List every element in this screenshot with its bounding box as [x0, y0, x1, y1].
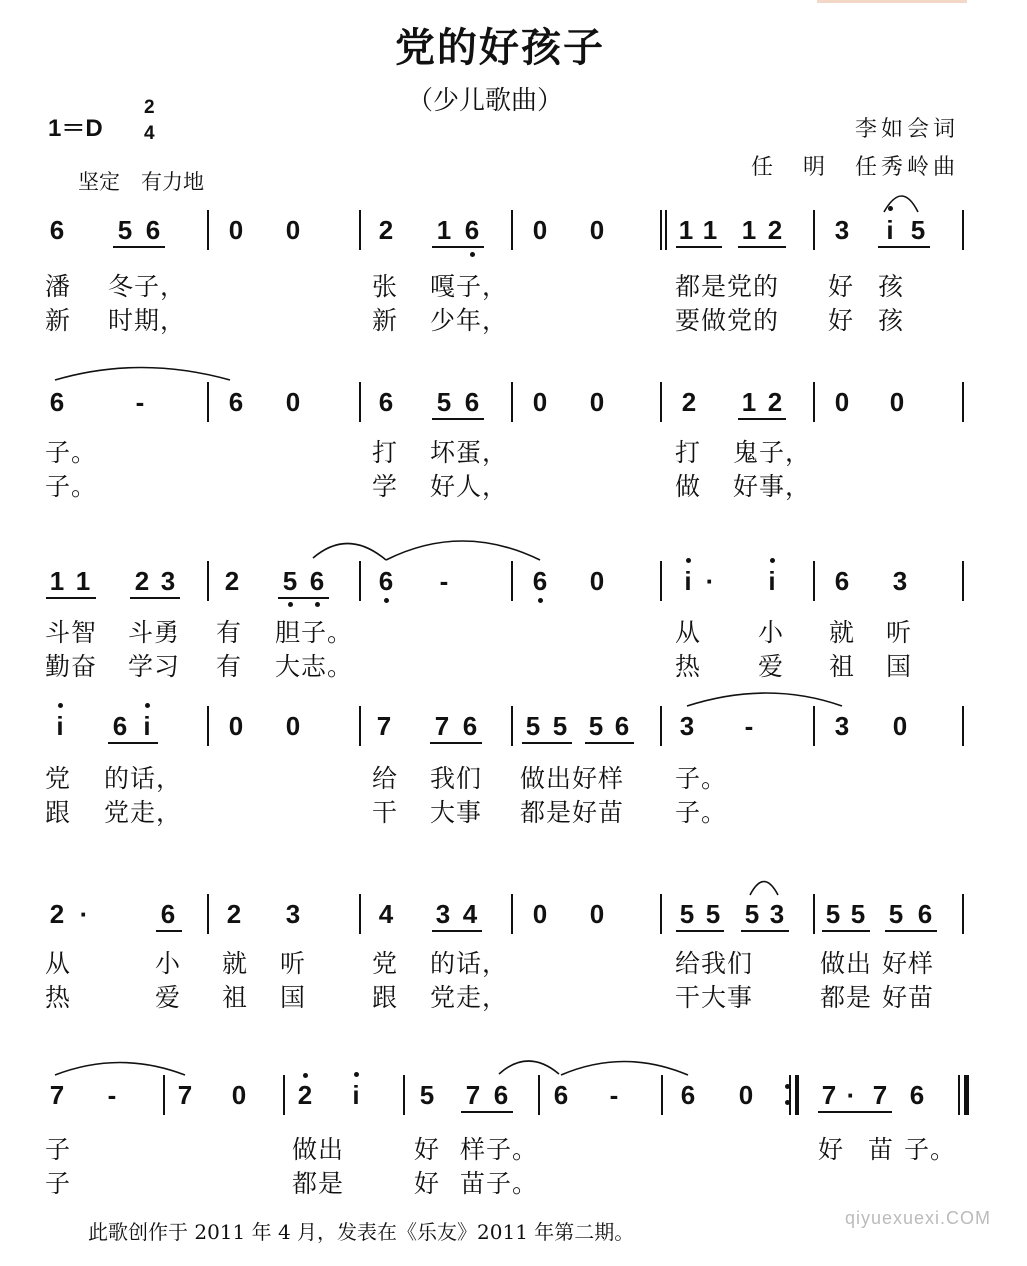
lyric: 孩 — [878, 306, 905, 335]
note: · — [846, 1080, 856, 1110]
note: 0 — [228, 215, 244, 245]
lyric: 子。 — [675, 798, 728, 827]
note: 7 — [872, 1080, 888, 1110]
note: 0 — [231, 1080, 247, 1110]
note: 5 — [525, 711, 541, 741]
time-signature-top: 2 — [144, 97, 155, 118]
note: 0 — [285, 387, 301, 417]
lyric: 学习 — [128, 652, 181, 681]
lyric: 子。 — [45, 438, 98, 467]
lyric: 大志。 — [275, 652, 354, 681]
note: 1 — [49, 566, 65, 596]
lyric: 干大事 — [675, 983, 754, 1012]
note: 5 — [436, 387, 452, 417]
lyric: 跟 — [372, 983, 399, 1012]
lyric: 苗子。 — [460, 1169, 539, 1198]
note: 6 — [553, 1080, 569, 1110]
lyric: 有 — [216, 618, 243, 647]
lyric: 党走， — [104, 798, 183, 827]
note: 1 — [741, 215, 757, 245]
lyric: 做出 — [820, 949, 873, 978]
lyric: 好 — [414, 1169, 441, 1198]
lyric: 国 — [280, 983, 307, 1012]
lyric: 样子。 — [460, 1135, 539, 1164]
note: i — [352, 1080, 360, 1110]
lyric: 好样 — [882, 949, 935, 978]
lyric: 好人， — [430, 472, 509, 501]
note: i — [768, 566, 776, 596]
note: 7 — [177, 1080, 193, 1110]
lyric: 要做党的 — [675, 306, 780, 335]
note: 5 — [744, 899, 760, 929]
tie-arc — [750, 882, 778, 896]
lyric: 子。 — [45, 472, 98, 501]
note: 1 — [436, 215, 452, 245]
lyric: 子 — [45, 1169, 72, 1198]
lyric: 都是党的 — [675, 272, 780, 301]
note: 3 — [435, 899, 451, 929]
note: 2 — [767, 387, 783, 417]
note: 2 — [134, 566, 150, 596]
note: 5 — [419, 1080, 435, 1110]
key-signature: 1＝D — [48, 115, 103, 142]
note: 6 — [917, 899, 933, 929]
note: 6 — [464, 215, 480, 245]
note: 5 — [888, 899, 904, 929]
note: 5 — [588, 711, 604, 741]
note: - — [744, 711, 754, 741]
lyricist-credit: 李如会词 — [854, 117, 959, 142]
watermark: qiyuexuexi.COM — [844, 1208, 991, 1228]
note: 0 — [738, 1080, 754, 1110]
note: i — [886, 215, 894, 245]
note: 5 — [679, 899, 695, 929]
lyric: 打 — [675, 438, 702, 467]
note: 5 — [910, 215, 926, 245]
lyric: 子。 — [675, 764, 728, 793]
lyric: 鬼子， — [733, 438, 812, 467]
note: 2 — [378, 215, 394, 245]
note: - — [107, 1080, 117, 1110]
lyric: 斗勇 — [128, 618, 181, 647]
lyric: 听 — [280, 949, 307, 978]
note: 2 — [681, 387, 697, 417]
note: 6 — [462, 711, 478, 741]
note: i — [56, 711, 64, 741]
lyric: 打 — [372, 438, 399, 467]
lyric: 都是好苗 — [520, 798, 625, 827]
tie-arc — [55, 368, 230, 381]
note: 6 — [49, 387, 65, 417]
lyric: 子 — [45, 1135, 72, 1164]
lyric: 张 — [372, 272, 399, 301]
note: 6 — [228, 387, 244, 417]
lyric: 祖 — [829, 652, 856, 681]
lyric: 斗智 — [45, 618, 98, 647]
lyric: 干 — [372, 798, 399, 827]
note: 0 — [589, 215, 605, 245]
lyric: 都是 — [292, 1169, 345, 1198]
note: 6 — [378, 387, 394, 417]
lyric: 做出好样 — [520, 764, 625, 793]
lyric: 就 — [829, 618, 856, 647]
note: 3 — [285, 899, 301, 929]
publication-note: 此歌创作于 2011 年 4 月，发表在《乐友》2011 年第二期。 — [88, 1220, 635, 1244]
lyric: 爱 — [155, 983, 182, 1012]
note: 7 — [465, 1080, 481, 1110]
composer-credit: 任 明 任秀岭曲 — [750, 155, 959, 180]
lyric: 我们 — [430, 764, 483, 793]
lyric: 好苗 — [882, 983, 935, 1012]
lyric: 就 — [222, 949, 249, 978]
lyric: 好事， — [733, 472, 812, 501]
note: - — [439, 566, 449, 596]
note: 7 — [821, 1080, 837, 1110]
note: - — [135, 387, 145, 417]
note: 6 — [49, 215, 65, 245]
lyric: 有 — [216, 652, 243, 681]
lyric: 子。 — [904, 1135, 957, 1164]
note: 3 — [892, 566, 908, 596]
lyric: 时期， — [108, 306, 187, 335]
lyric: 做 — [675, 472, 702, 501]
lyric: 热 — [45, 983, 72, 1012]
note: 0 — [589, 899, 605, 929]
note: 6 — [614, 711, 630, 741]
note: 6 — [909, 1080, 925, 1110]
lyric: 苗 — [868, 1135, 895, 1164]
note: 0 — [228, 711, 244, 741]
note: 4 — [462, 899, 478, 929]
note: 6 — [493, 1080, 509, 1110]
note: 0 — [285, 711, 301, 741]
note: 5 — [117, 215, 133, 245]
note: 7 — [49, 1080, 65, 1110]
lyric: 爱 — [758, 652, 785, 681]
lyric: 好 — [818, 1135, 845, 1164]
tie-arc — [386, 541, 540, 560]
note: · — [705, 566, 715, 596]
note: 7 — [376, 711, 392, 741]
note: 0 — [589, 566, 605, 596]
lyric: 学 — [372, 472, 399, 501]
note: 1 — [741, 387, 757, 417]
lyric: 好 — [828, 306, 855, 335]
note: 6 — [112, 711, 128, 741]
note: 6 — [464, 387, 480, 417]
note: 0 — [532, 215, 548, 245]
note: 0 — [892, 711, 908, 741]
lyric: 听 — [886, 618, 913, 647]
note: 6 — [834, 566, 850, 596]
note: 0 — [285, 215, 301, 245]
lyric: 的话， — [104, 764, 183, 793]
lyric: 的话， — [430, 949, 509, 978]
tie-arc — [499, 1061, 559, 1074]
tie-arc — [313, 543, 386, 560]
lyric: 做出 — [292, 1135, 345, 1164]
lyric: 新 — [45, 306, 72, 335]
tie-arc — [561, 1062, 688, 1076]
note: 0 — [532, 899, 548, 929]
note: 4 — [378, 899, 394, 929]
lyric: 好 — [828, 272, 855, 301]
note: 2 — [224, 566, 240, 596]
lyric: 热 — [675, 652, 702, 681]
lyric: 党 — [45, 764, 72, 793]
lyric: 都是 — [820, 983, 873, 1012]
lyric: 给 — [372, 764, 399, 793]
note: 5 — [282, 566, 298, 596]
note: 3 — [679, 711, 695, 741]
note: 2 — [767, 215, 783, 245]
lyric: 跟 — [45, 798, 72, 827]
note: 7 — [434, 711, 450, 741]
tie-arc — [687, 693, 842, 706]
time-signature-bottom: 4 — [144, 123, 155, 144]
lyric: 嘎子， — [430, 272, 509, 301]
note: 0 — [532, 387, 548, 417]
note: 6 — [309, 566, 325, 596]
note: 2 — [297, 1080, 313, 1110]
note: 3 — [834, 215, 850, 245]
lyric: 勤奋 — [45, 652, 98, 681]
note: - — [609, 1080, 619, 1110]
lyric: 祖 — [222, 983, 249, 1012]
note: 0 — [834, 387, 850, 417]
lyric: 好 — [414, 1135, 441, 1164]
tie-arc — [884, 196, 918, 212]
lyric: 新 — [372, 306, 399, 335]
lyric: 从 — [675, 618, 702, 647]
lyric: 小 — [155, 949, 182, 978]
note: 5 — [825, 899, 841, 929]
note: 2 — [226, 899, 242, 929]
lyric: 孩 — [878, 272, 905, 301]
note: 5 — [705, 899, 721, 929]
lyric: 少年， — [430, 306, 509, 335]
note: 3 — [834, 711, 850, 741]
note: 3 — [160, 566, 176, 596]
tie-arc — [55, 1063, 185, 1076]
tempo-marking: 坚定 有力地 — [78, 170, 204, 194]
note: · — [79, 899, 89, 929]
note: 2 — [49, 899, 65, 929]
lyric: 大事 — [430, 798, 483, 827]
lyric: 冬子， — [108, 272, 187, 301]
lyric: 小 — [758, 618, 785, 647]
note: 6 — [680, 1080, 696, 1110]
lyric: 党 — [372, 949, 399, 978]
lyric: 国 — [886, 652, 913, 681]
note: 6 — [160, 899, 176, 929]
note: 1 — [702, 215, 718, 245]
note: 1 — [75, 566, 91, 596]
song-subtitle: （少儿歌曲） — [406, 86, 563, 116]
note: i — [143, 711, 151, 741]
lyric: 坏蛋， — [430, 438, 509, 467]
song-title: 党的好孩子 — [395, 24, 605, 71]
lyric: 潘 — [45, 272, 72, 301]
lyric: 党走， — [430, 983, 509, 1012]
note: 1 — [678, 215, 694, 245]
lyric: 给我们 — [675, 949, 754, 978]
lyric: 从 — [45, 949, 72, 978]
note: 3 — [769, 899, 785, 929]
lyric: 胆子。 — [275, 618, 354, 647]
note: 6 — [532, 566, 548, 596]
note: 6 — [378, 566, 394, 596]
note: i — [684, 566, 692, 596]
note: 5 — [552, 711, 568, 741]
note: 0 — [889, 387, 905, 417]
note: 6 — [145, 215, 161, 245]
note: 0 — [589, 387, 605, 417]
note: 5 — [850, 899, 866, 929]
